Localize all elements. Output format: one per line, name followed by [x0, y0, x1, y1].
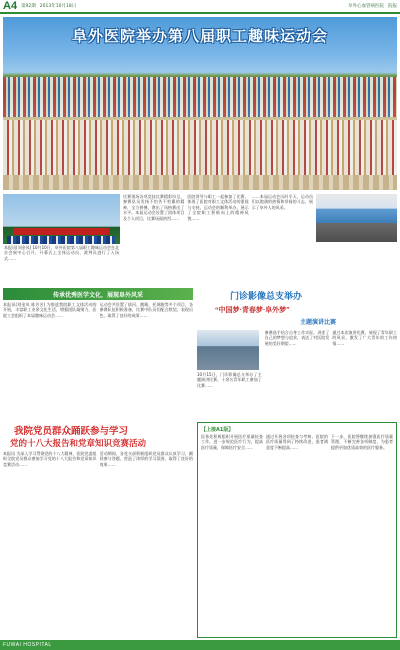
- feature-tag: 门诊影像总支举办: [230, 291, 303, 301]
- right-photo: [316, 194, 397, 242]
- continued-article-box: [197, 422, 397, 638]
- header-right: [348, 3, 397, 9]
- middle-article: [123, 194, 313, 286]
- feature-subtitle: 主题演讲比赛: [300, 319, 337, 326]
- stadium-crowd: [3, 77, 397, 117]
- continued-col-2: 通过开展各项检查与考核，医院的医疗质量得到了持续改进，患者满意度不断提高……: [266, 434, 328, 450]
- red-title-line-2: 党的十八大报告和党章知识竞赛活动: [10, 438, 147, 448]
- middle-article-col-1: 比赛现场各项竞技比赛精彩纷呈，参赛队员发扬不怕苦不怕累的精神，全力拼搏，赛出了风格赛出了水平。本届运动会设置了团体项目及个人项目，比赛场面热烈……: [123, 194, 185, 221]
- left-article-col-2: 运动会共设置了拔河、跳绳、托球跑等多个项目，各参赛队伍积极准备，比赛中队员们配合默契，表现出色，取得了良好的成绩……: [99, 302, 193, 318]
- page-footer: [0, 640, 400, 650]
- page-header: [0, 0, 400, 14]
- continued-col-1: 医务处积极组织开展医疗质量检查工作，进一步规范医疗行为，提高医疗质量，保障医疗安全……: [201, 434, 263, 450]
- feature-photo: [197, 330, 259, 370]
- left-photo-caption: 本报讯(刘金凤) 10月10日，阜外医院第八届职工趣味运动会在北京会展中心召开，开幕式上全体运动员、裁判员进行了入场式……: [3, 244, 120, 286]
- paper-name: 院报: [388, 4, 397, 9]
- feature-col-1: 10月15日，门诊影像总支举办了主题演讲比赛，十余名青年职工参加了比赛……: [197, 372, 262, 388]
- main-photo: [3, 17, 397, 190]
- bottom-left-col-1: 本报讯 为深入学习贯彻党的十八大精神，医院党委组织全院党员群众参加学习党的十八大报告和党章知识竞赛活动……: [3, 451, 97, 467]
- left-article: [3, 302, 193, 420]
- feature-col-3: 通过本次演讲比赛，展现了青年职工的风采，激发了广大青年的工作热情……: [332, 330, 398, 346]
- slogan-text: 传承优秀医学文化，展现阜外风采: [52, 291, 143, 299]
- footer-hospital-name: FUWAI HOSPITAL: [3, 642, 52, 648]
- hospital-name: 阜外心血管病医院: [348, 4, 384, 9]
- page-number: A4: [3, 0, 18, 12]
- red-banner: [13, 228, 109, 235]
- feature-col-2: 参赛选手结合自身工作实际，讲述了自己的梦想与追求，表达了对医院发展的美好期望……: [264, 330, 330, 346]
- feature-title: “中国梦·青春梦·阜外梦”: [215, 306, 290, 314]
- right-photo-caption: [316, 244, 397, 286]
- red-title-line-1: 我院党员群众踊跃参与学习: [14, 427, 129, 437]
- issue-number: 第92期: [21, 4, 36, 9]
- issue-date: 2013年10月18日: [39, 4, 77, 9]
- middle-article-col-3: ……本届运动会历时半天，运动员们以饱满的热情和昂扬的斗志，展示了阜外人的风采。: [251, 194, 313, 210]
- continued-tag: 【上接A1版】: [201, 427, 234, 433]
- middle-article-col-2: 医院领导与职工一起参加了比赛，体现了医院对职工文体活动的重视与支持。运动会的顺利举办，展示了全院职工积极向上的精神风貌……: [187, 194, 249, 221]
- field-crowd: [3, 120, 397, 175]
- left-article-col-1: 本报讯(刘金凤 陈芳芳) 为推进我院职工文体活动的开展，丰富职工业余文化生活，增强团队凝聚力，医院工会组织了本届趣味运动会……: [3, 302, 97, 318]
- slogan-band: [3, 288, 193, 300]
- continued-col-3: 下一步，医院将继续加强医疗质量管理，不断完善各项制度，为患者提供更加优质高效的医疗服务。: [331, 434, 393, 450]
- bottom-left-col-2: 活动期间，各党支部积极组织党员群众认真学习，踊跃参与答题，营造了浓厚的学习氛围，取得了良好的效果……: [99, 451, 193, 467]
- bottom-left-article: [3, 451, 193, 633]
- main-headline: 阜外医院举办第八届职工趣味运动会: [71, 29, 328, 45]
- field-ground: [3, 175, 397, 190]
- continued-columns: [201, 434, 393, 634]
